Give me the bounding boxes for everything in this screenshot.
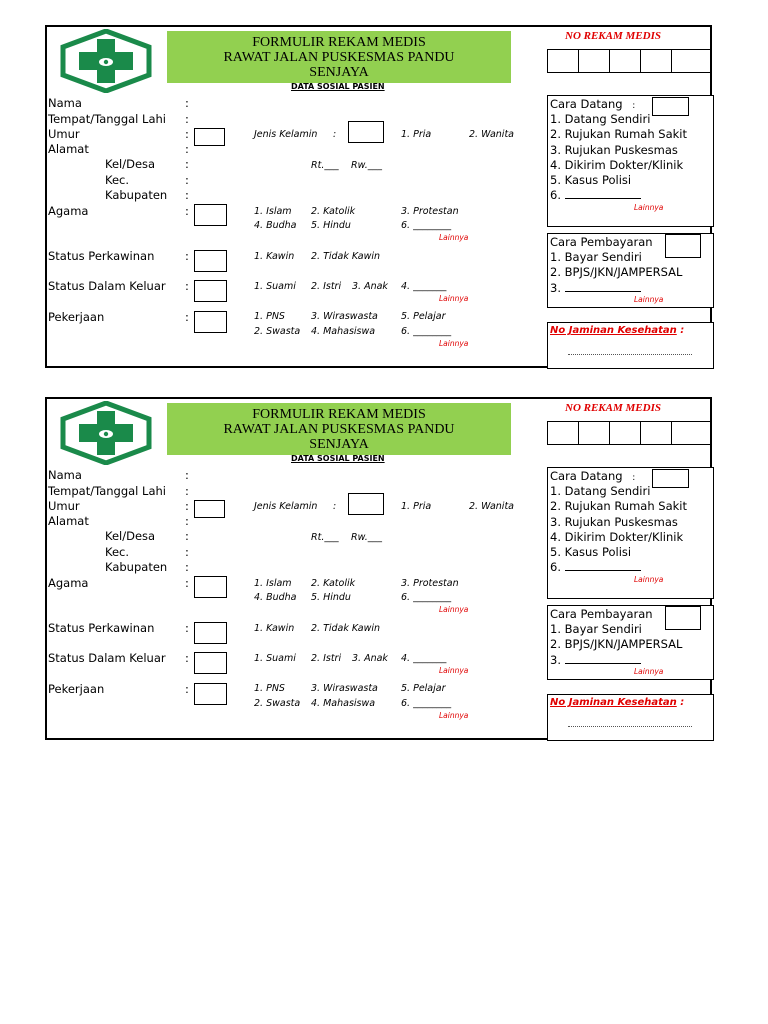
option-pria: 1. Pria [401, 501, 432, 512]
option-anak: 3. Anak [352, 653, 388, 664]
option-lainnya: 4. _______ [401, 281, 447, 292]
cara-datang-item: 2. Rujukan Rumah Sakit [550, 127, 687, 142]
label-kab: Kabupaten [105, 188, 168, 202]
colon: : [333, 501, 337, 512]
status-keluarga-code-box[interactable] [194, 280, 227, 302]
lainnya-note: Lainnya [634, 667, 664, 676]
cara-datang-item: 4. Dikirim Dokter/Klinik [550, 157, 684, 172]
jenis-kelamin-box[interactable] [348, 121, 384, 143]
lainnya-note: Lainnya [634, 203, 664, 212]
colon: : [185, 204, 189, 218]
jaminan-number-line[interactable] [568, 353, 692, 355]
form-title: FORMULIR REKAM MEDIS RAWAT JALAN PUSKESMAS PANDU SENJAYA [167, 31, 511, 83]
lainnya-blank[interactable] [565, 653, 641, 664]
label-status-kawin: Status Perkawinan [48, 621, 155, 635]
jaminan-panel [547, 322, 714, 369]
option-swasta: 2. Swasta [254, 326, 301, 337]
label-ttl: Tempat/Tanggal Lahi [48, 112, 166, 126]
section-heading: DATA SOSIAL PASIEN [291, 82, 385, 91]
no-rekam-medis-cells[interactable] [547, 421, 711, 445]
cara-datang-item: 5. Kasus Polisi [550, 173, 632, 188]
medical-record-form-2 [45, 397, 712, 740]
colon: : [185, 173, 189, 187]
cara-bayar-item: 3. [550, 652, 561, 667]
rm-cell[interactable] [547, 421, 579, 445]
lainnya-note: Lainnya [439, 294, 469, 303]
option-wiraswasta: 3. Wiraswasta [311, 311, 378, 322]
option-anak: 3. Anak [352, 281, 388, 292]
option-lainnya: 6. ________ [401, 592, 452, 603]
cara-datang-item: 5. Kasus Polisi [550, 545, 632, 560]
status-kawin-code-box[interactable] [194, 622, 227, 644]
cara-bayar-title: Cara Pembayaran [550, 607, 653, 621]
option-hindu: 5. Hindu [311, 220, 351, 231]
lainnya-blank[interactable] [565, 188, 641, 199]
jaminan-label: No Jaminan Kesehatan [550, 325, 677, 336]
colon: : [185, 188, 189, 202]
cara-bayar-item: 1. Bayar Sendiri [550, 250, 642, 264]
option-lainnya: 6. ________ [401, 698, 452, 709]
rm-cell[interactable] [671, 421, 711, 445]
label-pekerjaan: Pekerjaan [48, 682, 105, 696]
option-pelajar: 5. Pelajar [401, 311, 446, 322]
jenis-kelamin-label: Jenis Kelamin [254, 501, 318, 512]
option-islam: 1. Islam [254, 578, 292, 589]
rm-cell[interactable] [609, 421, 641, 445]
rm-cell[interactable] [578, 49, 610, 73]
cara-datang-item: 3. Rujukan Puskesmas [550, 142, 678, 157]
option-hindu: 5. Hindu [311, 592, 351, 603]
option-wanita: 2. Wanita [469, 129, 514, 140]
rw-field: Rw.___ [351, 160, 383, 171]
rm-cell[interactable] [640, 49, 672, 73]
no-rekam-medis-label: NO REKAM MEDIS [565, 402, 661, 414]
rt-field: Rt.___ [311, 532, 339, 543]
colon: : [185, 576, 189, 590]
colon: : [185, 96, 189, 110]
lainnya-note: Lainnya [439, 339, 469, 348]
jaminan-panel [547, 694, 714, 741]
cara-pembayaran-panel [547, 605, 714, 680]
option-istri: 2. Istri [311, 281, 342, 292]
option-protestan: 3. Protestan [401, 206, 459, 217]
colon: : [185, 157, 189, 171]
pekerjaan-code-box[interactable] [194, 311, 227, 333]
cara-datang-item: 1. Datang Sendiri [550, 484, 651, 498]
colon: : [185, 484, 189, 498]
cara-bayar-item: 2. BPJS/JKN/JAMPERSAL [550, 637, 683, 652]
agama-code-box[interactable] [194, 204, 227, 226]
colon: : [680, 325, 685, 336]
cara-bayar-item: 1. Bayar Sendiri [550, 622, 642, 636]
colon: : [185, 682, 189, 696]
colon: : [185, 499, 189, 513]
option-protestan: 3. Protestan [401, 578, 459, 589]
cara-pembayaran-panel [547, 233, 714, 308]
rm-cell[interactable] [578, 421, 610, 445]
option-budha: 4. Budha [254, 592, 297, 603]
label-kec: Kec. [105, 173, 130, 187]
option-budha: 4. Budha [254, 220, 297, 231]
cara-datang-item: 3. Rujukan Puskesmas [550, 514, 678, 529]
option-pns: 1. PNS [254, 311, 285, 322]
cara-datang-item: 6. [550, 188, 561, 203]
option-suami: 1. Suami [254, 281, 296, 292]
status-keluarga-code-box[interactable] [194, 652, 227, 674]
label-umur: Umur [48, 499, 80, 513]
colon: : [185, 651, 189, 665]
rt-field: Rt.___ [311, 160, 339, 171]
pekerjaan-code-box[interactable] [194, 683, 227, 705]
colon: : [185, 529, 189, 543]
colon: : [185, 112, 189, 126]
cara-datang-item: 2. Rujukan Rumah Sakit [550, 499, 687, 514]
lainnya-note: Lainnya [634, 295, 664, 304]
option-katolik: 2. Katolik [311, 206, 356, 217]
label-pekerjaan: Pekerjaan [48, 310, 105, 324]
medical-record-form-1 [45, 25, 712, 368]
label-kec: Kec. [105, 545, 130, 559]
cara-datang-title: Cara Datang [550, 97, 623, 111]
colon: : [632, 473, 636, 483]
section-heading: DATA SOSIAL PASIEN [291, 454, 385, 463]
lainnya-note: Lainnya [439, 711, 469, 720]
cara-datang-panel [547, 95, 714, 227]
option-pns: 1. PNS [254, 683, 285, 694]
colon: : [185, 310, 189, 324]
label-kel: Kel/Desa [105, 529, 156, 543]
option-istri: 2. Istri [311, 653, 342, 664]
colon: : [333, 129, 337, 140]
umur-box[interactable] [194, 128, 225, 146]
lainnya-note: Lainnya [439, 605, 469, 614]
puskesmas-logo-icon [59, 29, 153, 93]
option-swasta: 2. Swasta [254, 698, 301, 709]
label-status-keluarga: Status Dalam Keluar [48, 279, 166, 293]
colon: : [185, 560, 189, 574]
label-agama: Agama [48, 576, 89, 590]
option-wanita: 2. Wanita [469, 501, 514, 512]
option-kawin: 1. Kawin [254, 251, 295, 262]
cara-datang-item: 6. [550, 560, 561, 575]
cara-datang-item: 4. Dikirim Dokter/Klinik [550, 529, 684, 544]
agama-code-box[interactable] [194, 576, 227, 598]
colon: : [680, 697, 685, 708]
lainnya-blank[interactable] [565, 281, 641, 292]
colon: : [185, 514, 189, 528]
label-kel: Kel/Desa [105, 157, 156, 171]
jenis-kelamin-label: Jenis Kelamin [254, 129, 318, 140]
form-title: FORMULIR REKAM MEDIS RAWAT JALAN PUSKESMAS PANDU SENJAYA [167, 403, 511, 455]
label-nama: Nama [48, 96, 82, 110]
colon: : [185, 279, 189, 293]
option-islam: 1. Islam [254, 206, 292, 217]
colon: : [185, 249, 189, 263]
option-pria: 1. Pria [401, 129, 432, 140]
option-suami: 1. Suami [254, 653, 296, 664]
colon: : [185, 621, 189, 635]
label-status-keluarga: Status Dalam Keluar [48, 651, 166, 665]
cara-bayar-item: 3. [550, 280, 561, 295]
no-rekam-medis-label: NO REKAM MEDIS [565, 30, 661, 42]
no-rekam-medis-cells[interactable] [547, 49, 711, 73]
label-alamat: Alamat [48, 142, 89, 156]
label-agama: Agama [48, 204, 89, 218]
colon: : [632, 101, 636, 111]
rm-cell[interactable] [547, 49, 579, 73]
option-mahasiswa: 4. Mahasiswa [311, 326, 376, 337]
lainnya-note: Lainnya [439, 666, 469, 675]
jenis-kelamin-box[interactable] [348, 493, 384, 515]
lainnya-note: Lainnya [634, 575, 664, 584]
colon: : [185, 142, 189, 156]
lainnya-blank[interactable] [565, 560, 641, 571]
label-status-kawin: Status Perkawinan [48, 249, 155, 263]
option-katolik: 2. Katolik [311, 578, 356, 589]
rm-cell[interactable] [640, 421, 672, 445]
option-mahasiswa: 4. Mahasiswa [311, 698, 376, 709]
option-lainnya: 6. ________ [401, 326, 452, 337]
rm-cell[interactable] [609, 49, 641, 73]
option-lainnya: 6. ________ [401, 220, 452, 231]
label-nama: Nama [48, 468, 82, 482]
option-kawin: 1. Kawin [254, 623, 295, 634]
cara-datang-panel [547, 467, 714, 599]
colon: : [185, 545, 189, 559]
colon: : [185, 127, 189, 141]
colon: : [185, 468, 189, 482]
rw-field: Rw.___ [351, 532, 383, 543]
rm-cell[interactable] [671, 49, 711, 73]
puskesmas-logo-icon [59, 401, 153, 465]
label-ttl: Tempat/Tanggal Lahi [48, 484, 166, 498]
jaminan-label: No Jaminan Kesehatan [550, 697, 677, 708]
cara-datang-title: Cara Datang [550, 469, 623, 483]
status-kawin-code-box[interactable] [194, 250, 227, 272]
cara-bayar-item: 2. BPJS/JKN/JAMPERSAL [550, 265, 683, 280]
option-wiraswasta: 3. Wiraswasta [311, 683, 378, 694]
umur-box[interactable] [194, 500, 225, 518]
option-pelajar: 5. Pelajar [401, 683, 446, 694]
jaminan-number-line[interactable] [568, 725, 692, 727]
label-alamat: Alamat [48, 514, 89, 528]
option-tidak-kawin: 2. Tidak Kawin [311, 251, 381, 262]
cara-datang-item: 1. Datang Sendiri [550, 112, 651, 126]
option-tidak-kawin: 2. Tidak Kawin [311, 623, 381, 634]
cara-bayar-title: Cara Pembayaran [550, 235, 653, 249]
label-umur: Umur [48, 127, 80, 141]
lainnya-note: Lainnya [439, 233, 469, 242]
option-lainnya: 4. _______ [401, 653, 447, 664]
label-kab: Kabupaten [105, 560, 168, 574]
